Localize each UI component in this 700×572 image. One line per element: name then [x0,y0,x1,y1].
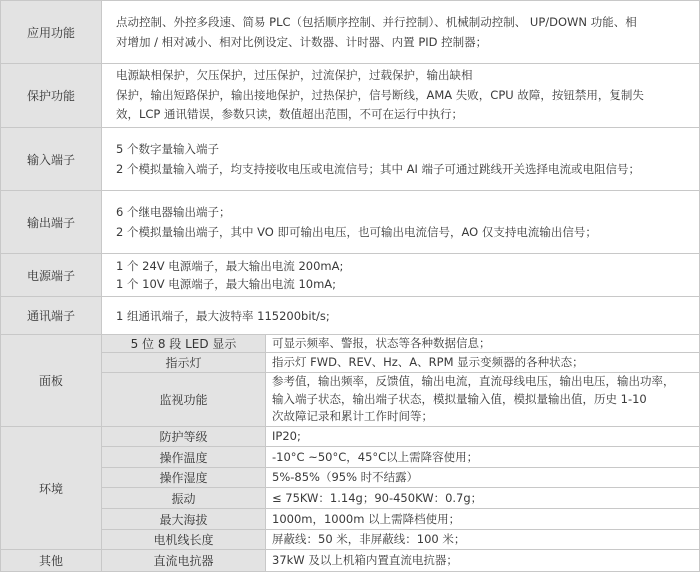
monitor-line-2: 输入端子状态，输出端子状态，模拟量输入值，模拟量输出值，历史 1-10 [272,391,647,406]
row-value-power [102,254,700,297]
env-vibration-label: 振动 [102,488,266,509]
panel-indicator-text: 指示灯 FWD、REV、Hz、A、RPM 显示变频器的各种状态； [272,355,584,369]
monitor-line-3: 次故障记录和累计工作时间等； [272,409,433,424]
env-temperature-label: 操作温度 [102,447,266,468]
app-line-2: 对增加 / 相对减小、相对比例设定、计数器、计时器、内置 PID 控制器； [116,35,488,49]
power-line-1: 1 个 24V 电源端子，最大输出电流 200mA; [116,259,344,273]
other-reactor-value [266,550,700,572]
row-label-app: 应用功能 [0,0,102,64]
panel-led-label: 5 位 8 段 LED 显示 [102,335,266,353]
env-cable-text: 屏蔽线：50 米，非屏蔽线：100 米； [272,532,466,546]
protect-line-2: 保护，输出短路保护，输出接地保护，过热保护，信号断线，AMA 失败，CPU 故障，按钮禁用，复制失 [116,87,644,102]
panel-indicator-value [266,353,700,373]
row-value-protect [102,64,700,128]
row-value-output [102,191,700,254]
comm-line-1: 1 组通讯端子，最大波特率 115200bit/s; [116,308,330,323]
env-altitude-value [266,509,700,530]
protect-line-3: 效，LCP 通讯错误，参数只读，数值超出范围，不可在运行中执行； [116,107,464,122]
env-protection-text: IP20; [272,429,301,443]
app-line-1: 点动控制、外控多段速、简易 PLC（包括顺序控制、并行控制）、机械制动控制、 UP/DOWN 功能、相 [116,15,637,29]
row-label-input: 输入端子 [0,128,102,191]
env-vibration-value [266,488,700,509]
env-cable-value [266,530,700,550]
row-value-app [102,0,700,64]
panel-monitor-label: 监视功能 [102,373,266,427]
row-label-power: 电源端子 [0,254,102,297]
env-altitude-text: 1000m，1000m 以上需降档使用； [272,512,461,526]
output-line-2: 2 个模拟量输出端子，其中 VO 即可输出电压，也可输出电流信号，AO 仅支持电流输出信号； [116,225,597,239]
row-label-output: 输出端子 [0,191,102,254]
env-humidity-text: 5%-85%（95% 时不结露） [272,470,419,484]
env-protection-label: 防护等级 [102,427,266,447]
env-cable-label: 电机线长度 [102,530,266,550]
panel-monitor-value [266,373,700,427]
other-reactor-text: 37kW 及以上机箱内置直流电抗器； [272,553,458,567]
row-value-comm [102,297,700,335]
input-line-2: 2 个模拟量输入端子，均支持接收电压或电流信号；其中 AI 端子可通过跳线开关选择电流或电阻信号； [116,162,641,176]
row-label-comm: 通讯端子 [0,297,102,335]
output-line-1: 6 个继电器输出端子； [116,205,231,219]
row-label-protect: 保护功能 [0,64,102,128]
row-label-other: 其他 [0,550,102,572]
panel-led-text: 可显示频率、警报，状态等各种数据信息； [272,336,491,350]
env-temperature-value [266,447,700,468]
protect-line-1: 电源缺相保护，欠压保护，过压保护，过流保护，过载保护，输出缺相 [116,68,473,83]
env-altitude-label: 最大海拔 [102,509,266,530]
input-line-1: 5 个数字量输入端子 [116,142,219,156]
env-humidity-label: 操作湿度 [102,468,266,488]
monitor-line-1: 参考值，输出频率，反馈值，输出电流，直流母线电压，输出电压，输出功率， [272,374,675,389]
panel-led-value [266,335,700,353]
row-value-input [102,128,700,191]
env-vibration-text: ≤ 75KW：1.14g；90-450KW：0.7g； [272,491,483,505]
row-label-env: 环境 [0,427,102,550]
panel-indicator-label: 指示灯 [102,353,266,373]
other-reactor-label: 直流电抗器 [102,550,266,572]
env-humidity-value [266,468,700,488]
power-line-2: 1 个 10V 电源端子，最大输出电流 10mA; [116,277,337,291]
env-protection-value [266,427,700,447]
env-temperature-text: -10°C ~50°C，45°C以上需降容使用； [272,450,479,464]
row-label-panel: 面板 [0,335,102,427]
